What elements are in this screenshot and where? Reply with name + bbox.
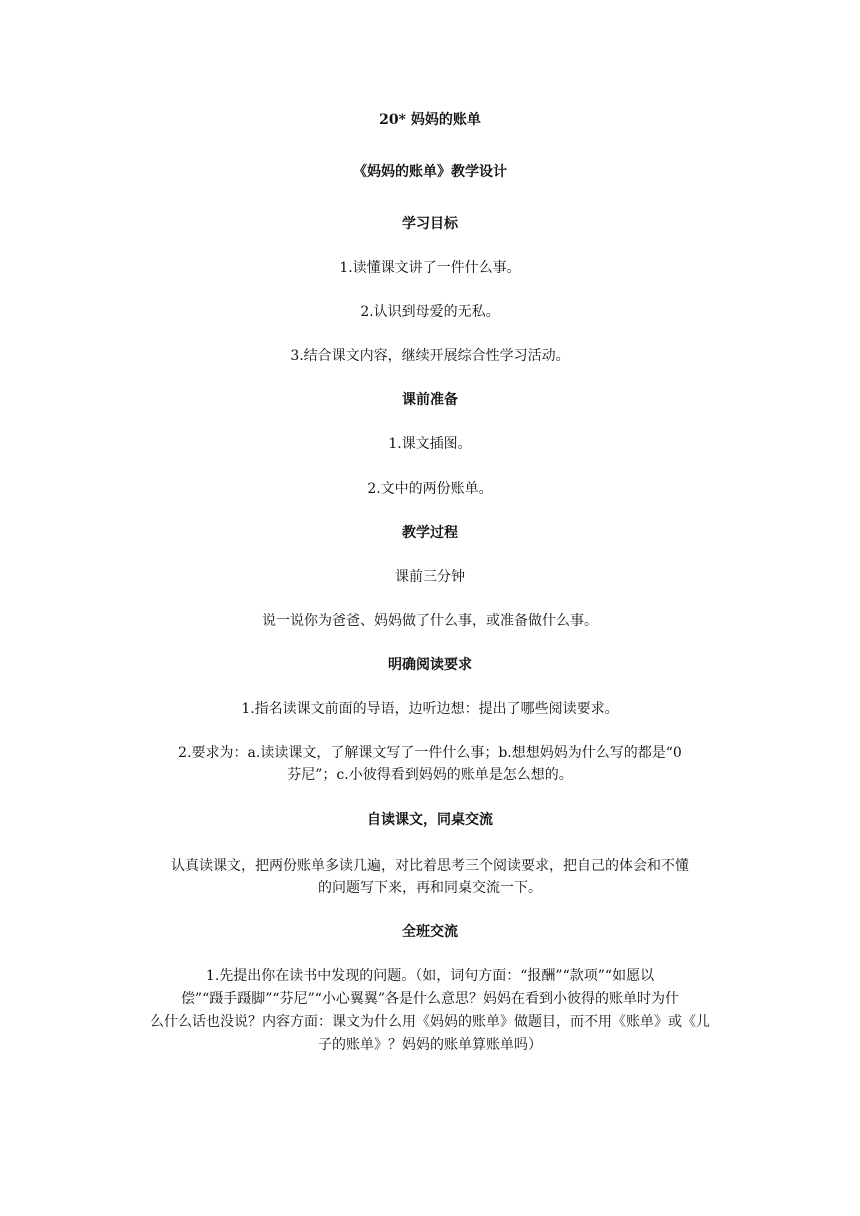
doc-subtitle: 《妈妈的账单》教学设计 bbox=[353, 164, 507, 180]
reading-item-1: 1.指名读课文前面的导语，边听边想：提出了哪些阅读要求。 bbox=[241, 701, 619, 717]
process-text: 说一说你为爸爸、妈妈做了什么事，或准备做什么事。 bbox=[262, 613, 598, 629]
goals-heading: 学习目标 bbox=[402, 216, 458, 232]
process-subheading: 课前三分钟 bbox=[395, 569, 465, 585]
class-line-1: 1.先提出你在读书中发现的问题。（如，词句方面：“报酬”“款项”“如愿以 bbox=[205, 968, 655, 984]
doc-title: 20* 妈妈的账单 bbox=[379, 112, 481, 128]
self-line-1: 认真读课文，把两份账单多读几遍，对比着思考三个阅读要求，把自己的体会和不懂 bbox=[171, 858, 689, 874]
goal-item-2: 2.认识到母爱的无私。 bbox=[360, 304, 500, 320]
class-heading: 全班交流 bbox=[402, 924, 458, 940]
prep-item-2: 2.文中的两份账单。 bbox=[367, 481, 493, 497]
goal-item-1: 1.读懂课文讲了一件什么事。 bbox=[339, 260, 521, 276]
class-line-3: 么什么话也没说？内容方面：课文为什么用《妈妈的账单》做题目，而不用《账单》或《儿 bbox=[150, 1014, 710, 1030]
self-heading: 自读课文，同桌交流 bbox=[367, 812, 493, 828]
reading-item-2-line-2: 芬尼”；c.小彼得看到妈妈的账单是怎么想的。 bbox=[287, 767, 573, 783]
goal-item-3: 3.结合课文内容，继续开展综合性学习活动。 bbox=[290, 348, 570, 364]
process-heading: 教学过程 bbox=[402, 525, 458, 541]
self-line-2: 的问题写下来，再和同桌交流一下。 bbox=[318, 880, 542, 896]
reading-heading: 明确阅读要求 bbox=[388, 657, 472, 673]
reading-item-2-line-1: 2.要求为：a.读读课文，了解课文写了一件什么事；b.想想妈妈为什么写的都是“0 bbox=[178, 745, 682, 761]
prep-item-1: 1.课文插图。 bbox=[388, 436, 472, 452]
prep-heading: 课前准备 bbox=[402, 392, 458, 408]
class-line-4: 子的账单》？妈妈的账单算账单吗） bbox=[318, 1037, 542, 1053]
class-line-2: 偿”“蹑手蹑脚”“芬尼”“小心翼翼”各是什么意思？妈妈在看到小彼得的账单时为什 bbox=[180, 991, 680, 1007]
